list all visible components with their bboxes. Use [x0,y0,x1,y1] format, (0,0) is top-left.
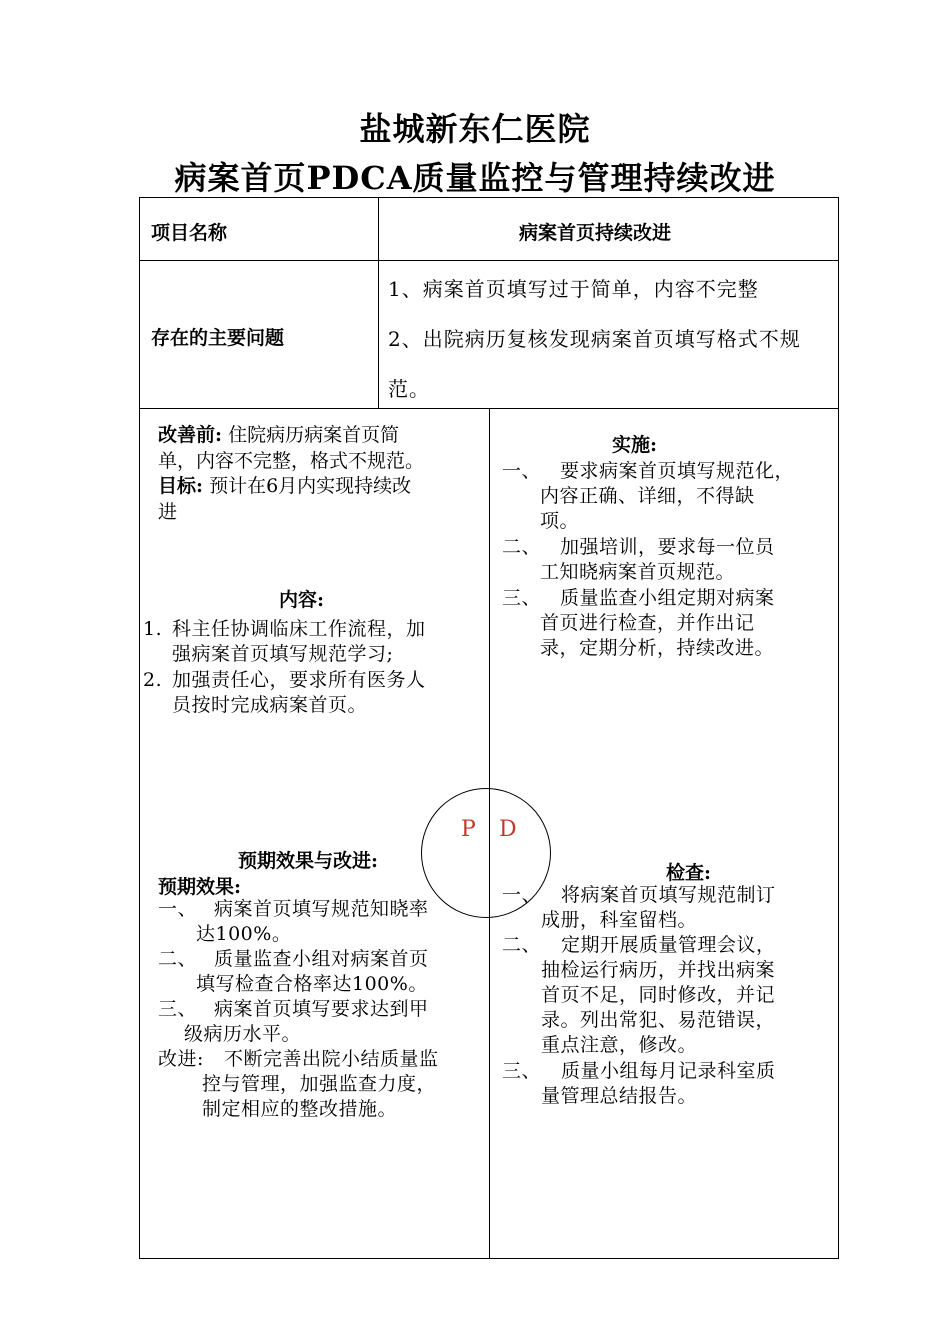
act-item-1 [158,897,483,947]
issue-line-3: 范。 [388,377,430,401]
project-name-value: 病案首页持续改进 [519,222,672,244]
act-item-3-num: 三、 [158,998,198,1020]
before-text [158,423,478,525]
content-item-2-line-2: 员按时完成病案首页。 [172,694,368,716]
do-item-1 [502,459,832,534]
check-item-1-line-2: 成册，科室留档。 [541,909,698,931]
do-item-3-line-2: 首页进行检查，并作出记 [540,612,755,634]
content-item-1-line-2: 强病案首页填写规范学习; [172,643,394,665]
check-item-2-line-4: 录。列出常犯、易范错误， [541,1009,776,1031]
do-item-3-line-3: 录，定期分析，持续改进。 [540,637,775,659]
content-item-1 [143,617,483,667]
pdca-letter-d: D [499,817,517,842]
act-item-2-line-2: 填写检查合格率达100%。 [196,973,428,995]
do-item-3-num: 三、 [502,587,542,609]
act-item-2-num: 二、 [158,948,198,970]
document-title: 病案首页PDCA质量监控与管理持续改进 [174,159,776,197]
improve-line-3: 制定相应的整改措施。 [202,1098,398,1120]
content-heading: 内容: [279,589,325,611]
before-label: 改善前: [158,424,223,446]
content-item-2-num: 2. [143,669,163,691]
act-item-1-num: 一、 [158,898,198,920]
act-item-2-line-1: 质量监查小组对病案首页 [214,948,429,970]
check-item-2 [502,933,832,1058]
issue-line-2: 2、出院病历复核发现病案首页填写格式不规 [388,327,801,351]
do-item-2-line-1: 加强培训，要求每一位员 [560,536,775,558]
act-item-1-line-1: 病案首页填写规范知晓率 [214,898,429,920]
improve-line-2: 控与管理，加强监查力度， [202,1073,437,1095]
improve-line-1: 不断完善出院小结质量监 [224,1048,439,1070]
do-item-1-num: 一、 [502,460,542,482]
check-item-2-line-5: 重点注意，修改。 [541,1034,698,1056]
check-item-2-num: 二、 [502,934,542,956]
check-item-3-line-2: 量管理总结报告。 [541,1085,698,1107]
content-item-2 [143,668,483,718]
do-heading: 实施: [612,434,658,456]
check-item-3-line-1: 质量小组每月记录科室质 [561,1060,776,1082]
do-item-1-line-2: 内容正确、详细，不得缺 [540,485,755,507]
hospital-title: 盐城新东仁医院 [359,110,591,148]
check-item-2-line-3: 首页不足，同时修改，并记 [541,984,776,1006]
do-item-2-line-2: 工知晓病案首页规范。 [540,561,736,583]
act-item-3-line-1: 病案首页填写要求达到甲 [214,998,429,1020]
act-item-2 [158,947,483,997]
do-item-3 [502,586,832,661]
improve-block [158,1047,483,1122]
pdca-letter-p: P [461,817,476,842]
check-item-1-line-1: 将病案首页填写规范制订 [561,884,776,906]
content-item-1-line-1: 科主任协调临床工作流程，加 [172,618,426,640]
do-item-2 [502,535,832,585]
label-column-divider [378,197,379,409]
issue-line-1: 1、病案首页填写过于简单，内容不完整 [388,277,759,301]
main-issues-label: 存在的主要问题 [151,327,285,349]
act-heading: 预期效果与改进: [238,850,379,872]
act-item-3 [158,997,483,1047]
goal-label: 目标: [158,475,204,497]
do-item-3-line-1: 质量监查小组定期对病案 [560,587,775,609]
goal-line-2: 进 [158,500,178,523]
check-heading: 检查: [666,862,712,884]
act-item-1-line-2: 达100%。 [196,923,292,945]
do-item-1-line-1: 要求病案首页填写规范化， [560,460,795,482]
check-item-1-num: 一、 [502,884,542,906]
project-name-label: 项目名称 [151,222,228,244]
check-item-2-line-1: 定期开展质量管理会议， [561,934,776,956]
before-line-2: 单，内容不完整，格式不规范。 [158,449,425,472]
improve-label: 改进: [158,1048,204,1070]
row-divider-1 [139,260,839,261]
check-item-3 [502,1059,832,1109]
act-item-3-line-2: 级病历水平。 [184,1023,302,1045]
check-item-1 [502,883,832,933]
check-item-2-line-2: 抽检运行病历，并找出病案 [541,959,776,981]
do-item-2-num: 二、 [502,536,542,558]
check-item-3-num: 三、 [502,1060,542,1082]
before-line-1: 住院病历病案首页简 [228,424,400,446]
do-item-1-line-3: 项。 [540,510,580,532]
expected-label: 预期效果: [158,876,242,898]
goal-line-1: 预计在6月内实现持续改 [209,475,412,497]
content-item-1-num: 1. [143,618,163,640]
content-item-2-line-1: 加强责任心，要求所有医务人 [172,669,426,691]
